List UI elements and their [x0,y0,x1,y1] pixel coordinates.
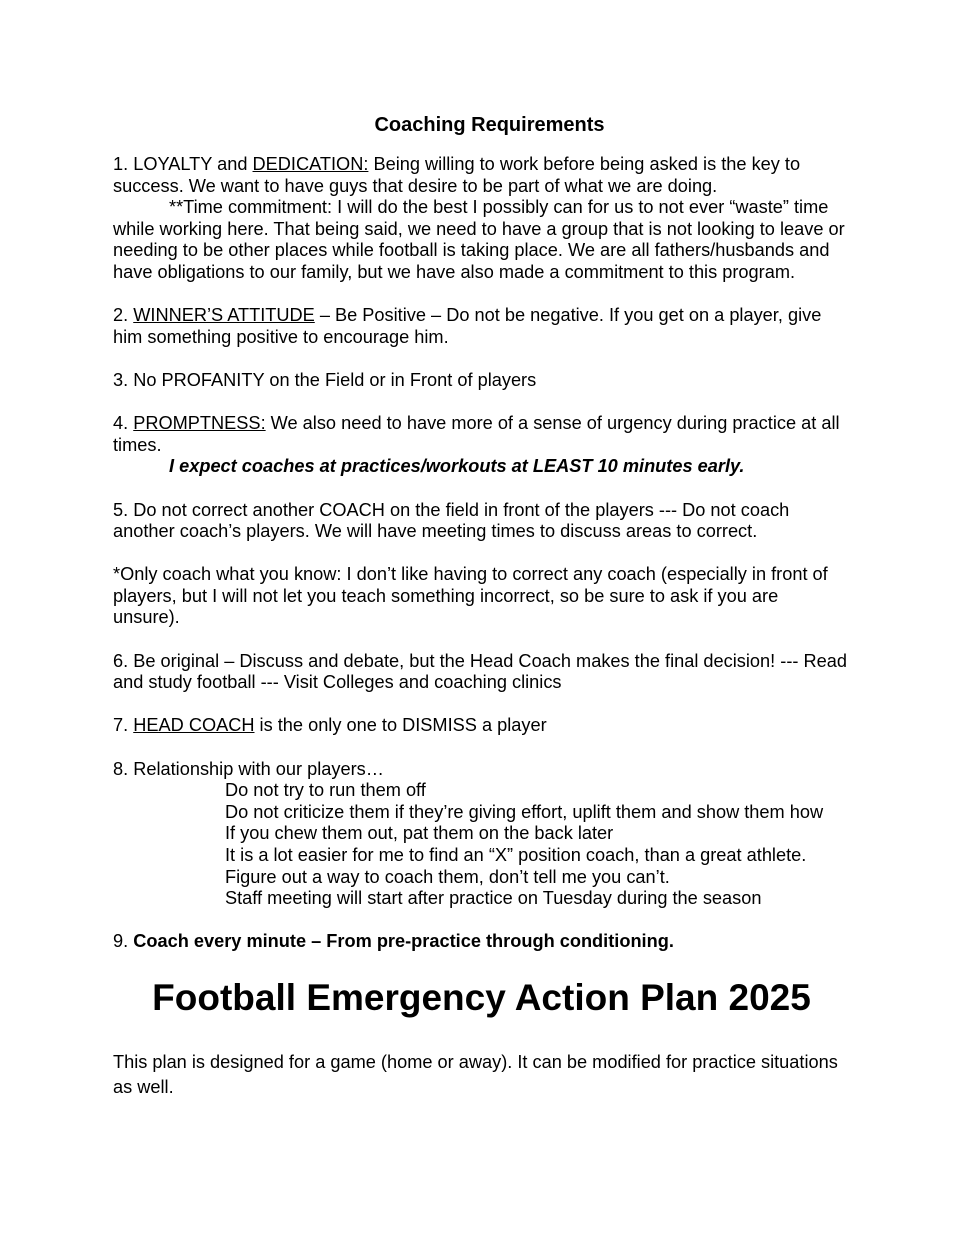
requirement-2 [113,305,848,348]
list-item: It is a lot easier for me to find an “X” position coach, than a great athlete. [225,845,807,865]
requirement-9-text [113,931,848,953]
requirement-8-lead: 8. Relationship with our players… [113,758,384,779]
emergency-plan-intro: This plan is designed for a game (home or away). It can be modified for practice situations as well. [113,1051,838,1097]
item-number: 2. [113,305,134,326]
item-label: DEDICATION: [252,154,369,174]
item-text: Being willing to work before being asked is the key to success. We want to have guys that desire to be part of what we are doing. [113,154,801,196]
item-label: PROMPTNESS: [133,413,266,434]
coaching-note [113,564,848,629]
requirement-6-text: 6. Be original – Discuss and debate, but the Head Coach makes the final decision! --- Read and study football --- Visit Colleges and coaching clinics [113,650,847,693]
player-relationship-list [113,780,848,910]
requirement-1 [113,154,848,284]
requirement-3 [113,370,848,392]
requirement-4 [113,413,848,478]
item-number: 7. [113,715,134,736]
requirement-5 [113,500,848,543]
requirement-6 [113,651,848,694]
item-text: – Be Positive – Do not be negative. If you get on a player, give him something positive to encourage him. [113,305,822,347]
document-body [113,112,848,1100]
early-arrival-emphasis: I expect coaches at practices/workouts at LEAST 10 minutes early. [169,456,745,477]
requirement-9 [113,931,848,953]
emergency-plan-title: Football Emergency Action Plan 2025 [152,976,811,1018]
requirement-5-text: 5. Do not correct another COACH on the field in front of the players --- Do not coach another coach’s players. We will have meeting times to discuss areas to correct. [113,499,790,542]
item-label: WINNER’S ATTITUDE [133,305,315,326]
list-item: Do not criticize them if they’re giving effort, uplift them and show them how [225,801,824,822]
item-number: 1. LOYALTY and [113,154,253,174]
requirement-1-text [113,154,848,197]
list-item: If you chew them out, pat them on the back later [225,823,614,844]
item-label: HEAD COACH [133,715,255,736]
time-commitment-paragraph: **Time commitment: I will do the best I possibly can for us to not ever “waste” time while working here. That being said, we need to have a group that is not looking to leave or needing to be other places while football is taking place. We are all fathers/husbands and have obligations to our family, but we have also made a commitment to this program. [113,197,845,282]
item-number: 4. [113,413,134,434]
requirement-7-text [113,715,848,737]
requirement-2-text [113,305,848,348]
item-text: We also need to have more of a sense of urgency during practice at all times. [113,413,840,455]
requirement-8 [113,759,848,910]
item-number: 9. [113,931,134,952]
requirement-4-text [113,413,848,456]
list-item: Do not try to run them off [225,780,426,801]
requirement-7 [113,715,848,737]
coaching-note-text: *Only coach what you know: I don’t like having to correct any coach (especially in front of players, but I will not let you teach something incorrect, so be sure to ask if you are unsure). [113,564,828,628]
item-text: Coach every minute – From pre-practice through conditioning. [133,931,674,952]
item-text: is the only one to DISMISS a player [254,715,547,736]
requirement-3-text: 3. No PROFANITY on the Field or in Front of players [113,369,537,390]
section-title: Coaching Requirements [374,114,605,136]
list-item: Figure out a way to coach them, don’t tell me you can’t. [225,866,670,887]
list-item: Staff meeting will start after practice on Tuesday during the season [225,888,762,909]
